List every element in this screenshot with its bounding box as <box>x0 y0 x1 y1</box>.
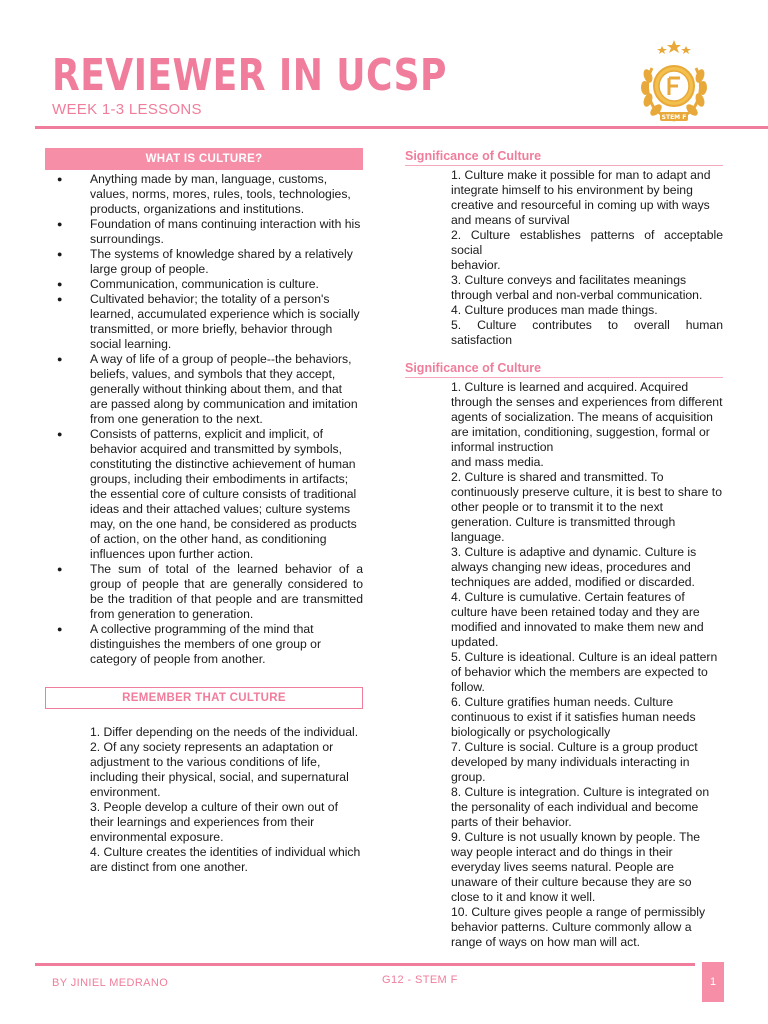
list-item: 3. Culture is adaptive and dynamic. Culture is always changing new ideas, procedures and techniques are added, modified or discarded. <box>451 545 697 589</box>
footer-author: BY JINIEL MEDRANO <box>52 977 169 989</box>
significance-list-2 <box>405 380 723 950</box>
page-subtitle: WEEK 1-3 LESSONS <box>52 101 202 118</box>
header-divider <box>35 126 768 129</box>
what-is-culture-list <box>45 172 363 667</box>
list-item: 1. Culture is learned and acquired. Acquired through the senses and experiences from different agents of socialization. The means of acquisition are imitation, conditioning, suggestion, formal or informal instruction <box>451 380 723 454</box>
significance-list-1 <box>405 168 723 348</box>
significance-heading-2: Significance of Culture <box>405 361 542 375</box>
list-item: 5. Culture is ideational. Culture is an ideal pattern of behavior which the members are expected to follow. <box>451 650 718 694</box>
list-item: ● The systems of knowledge shared by a relatively large group of people. <box>45 247 363 277</box>
list-item: ● A way of life of a group of people--the behaviors, beliefs, values, and symbols that they accept, generally without thinking about them, and that are passed along by communication and imitation from one generation to the next. <box>45 352 363 427</box>
page-title: REVIEWER IN UCSP <box>52 50 447 101</box>
list-item: 3. People develop a culture of their own out of their learnings and experiences from their environmental exposure. <box>90 800 338 844</box>
stem-laurel-logo <box>632 38 716 126</box>
list-item: 9. Culture is not usually known by people. The way people interact and do things in their everyday lives seems natural. People are unaware of their culture because they are so close to it and know it well. <box>451 830 701 904</box>
footer-divider <box>35 963 695 966</box>
list-item: ● A collective programming of the mind that distinguishes the members of one group or category of people from another. <box>45 622 363 667</box>
list-item: 7. Culture is social. Culture is a group product developed by many individuals interacting in group. <box>451 740 698 784</box>
list-item: ● Cultivated behavior; the totality of a person's learned, accumulated experience which is socially transmitted, or more briefly, behavior through social learning. <box>45 292 363 352</box>
significance-heading-1: Significance of Culture <box>405 149 542 163</box>
list-item: 3. Culture conveys and facilitates meanings through verbal and non-verbal communication. <box>451 273 703 302</box>
list-item: ● Foundation of mans continuing interaction with his surroundings. <box>45 217 363 247</box>
list-item: 1. Culture make it possible for man to adapt and integrate himself to his environment by being creative and resourceful in coming up with ways and means of survival <box>451 168 711 227</box>
list-item: 4. Culture produces man made things. <box>451 303 658 317</box>
list-item: and mass media. <box>451 455 544 469</box>
list-item: ● Communication, communication is culture. <box>45 277 363 292</box>
list-item: ● Anything made by man, language, customs, values, norms, mores, rules, tools, technologies, products, organizations and institutions. <box>45 172 363 217</box>
list-item: 4. Culture is cumulative. Certain features of culture have been retained today and they are modified and innovated to make them new and updated. <box>451 590 704 649</box>
list-item: 5. Culture contributes to overall human satisfaction <box>451 318 723 347</box>
left-column <box>45 148 363 875</box>
list-item: ● Consists of patterns, explicit and implicit, of behavior acquired and transmitted by symbols, constituting the distinctive achievement of human groups, including their embodiments in artifacts; the essential core of culture consists of traditional ideas and their attached values; culture systems may, on the one hand, be considered as products of action, on the other hand, as conditioning influences upon further action. <box>45 427 363 562</box>
page-number: 1 <box>702 962 724 1002</box>
list-item: behavior. <box>451 258 501 272</box>
section-divider <box>405 377 723 378</box>
list-item: 6. Culture gratifies human needs. Culture continuous to exist if it satisfies human needs biologically or psychologically <box>451 695 696 739</box>
remember-heading: REMEMBER THAT CULTURE <box>45 687 363 709</box>
remember-list <box>45 725 363 875</box>
list-item: 4. Culture creates the identities of individual which are distinct from one another. <box>90 845 361 874</box>
right-column <box>405 148 723 950</box>
section-divider <box>405 165 723 166</box>
list-item: 8. Culture is integration. Culture is integrated on the personality of each individual and become parts of their behavior. <box>451 785 710 829</box>
footer-section: G12 - STEM F <box>382 974 458 986</box>
list-item: 2. Culture establishes patterns of acceptable social <box>451 228 723 257</box>
list-item: 2. Of any society represents an adaptation or adjustment to the various conditions of life, including their physical, social, and supernatural environment. <box>90 740 349 799</box>
list-item: 10. Culture gives people a range of permissibly behavior patterns. Culture commonly allow a range of ways on how man will act. <box>451 905 706 949</box>
list-item: ● The sum of total of the learned behavior of a group of people that are generally considered to be the tradition of that people and are transmitted from generation to generation. <box>45 562 363 622</box>
list-item: 1. Differ depending on the needs of the individual. <box>90 725 359 739</box>
list-item: 2. Culture is shared and transmitted. To continuously preserve culture, it is best to share to other people or to transmit it to the next generation. Culture is transmitted through language. <box>451 470 722 544</box>
what-is-culture-heading: WHAT IS CULTURE? <box>45 148 363 170</box>
logo-text: STEM F <box>661 114 687 121</box>
